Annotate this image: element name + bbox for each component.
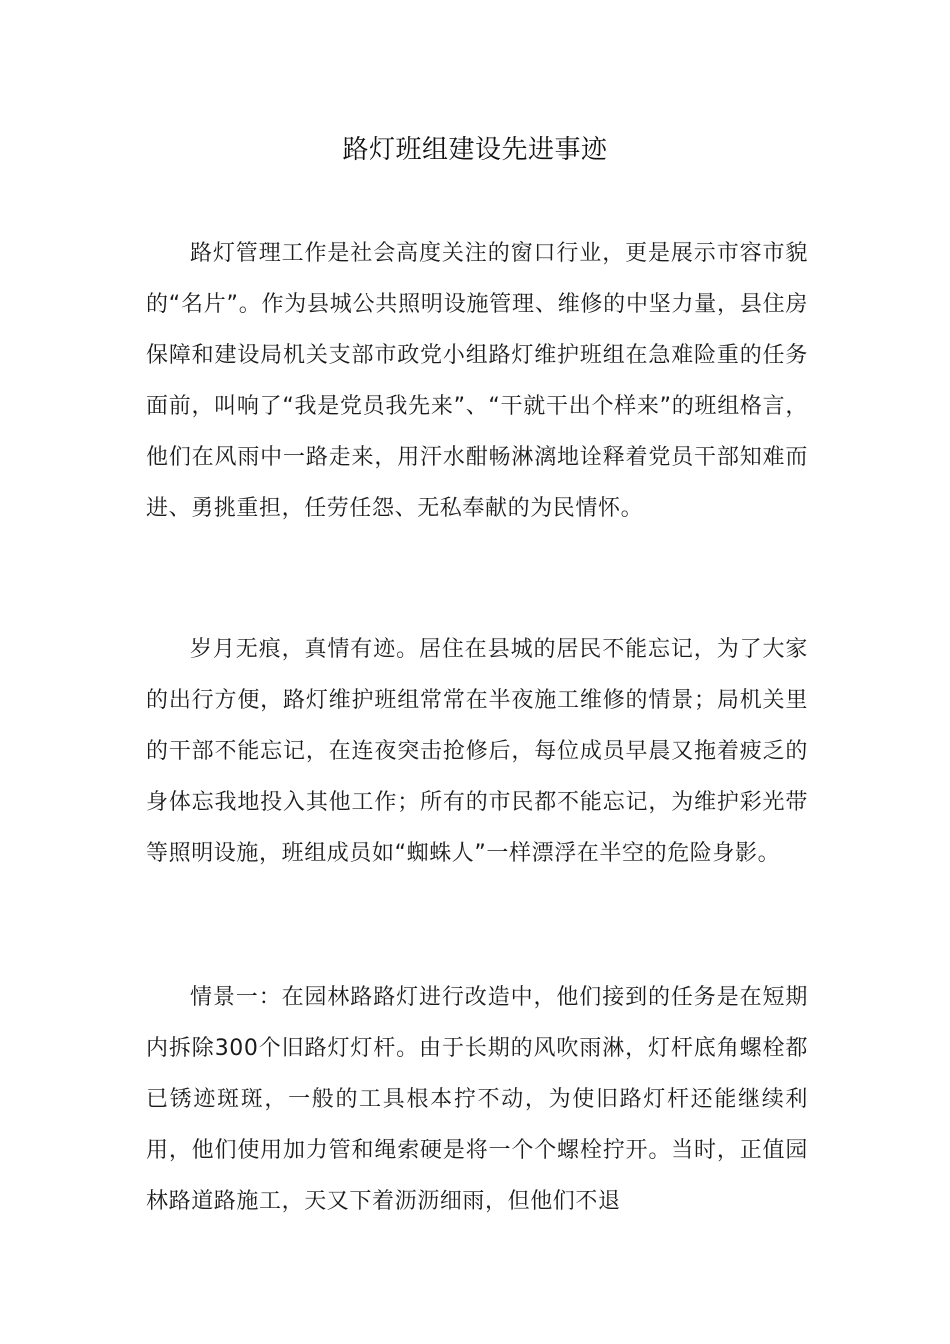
paragraph-intro: 路灯管理工作是社会高度关注的窗口行业，更是展示市容市貌的“名片”。作为县城公共照明设施管理、维修的中坚力量，县住房保障和建设局机关支部市政党小组路灯维护班组在急难险重的任务面前，叫响了“我是党员我先来”、“干就干出个样来”的班组格言，他们在风雨中一路走来，用汗水酣畅淋漓地诠释着党员干部知难而进、勇挑重担，任劳任怨、无私奉献的为民情怀。 <box>146 241 808 521</box>
document-title: 路灯班组建设先进事迹 <box>342 135 608 165</box>
paragraph-scene-one: 情景一：在园林路路灯进行改造中，他们接到的任务是在短期内拆除300个旧路灯灯杆。由于长期的风吹雨淋，灯杆底角螺栓都已锈迹斑斑，一般的工具根本拧不动，为使旧路灯杆还能继续利用，他们使用加力管和绳索硬是将一个个螺栓拧开。当时，正值园林路道路施工，天又下着沥沥细雨，但他们不退 <box>146 985 808 1214</box>
paragraph-memories: 岁月无痕，真情有迹。居住在县城的居民不能忘记，为了大家的出行方便，路灯维护班组常常在半夜施工维修的情景；局机关里的干部不能忘记，在连夜突击抢修后，每位成员早晨又拖着疲乏的身体忘我地投入其他工作；所有的市民都不能忘记，为维护彩光带等照明设施，班组成员如“蜘蛛人”一样漂浮在半空的危险身影。 <box>146 637 808 866</box>
